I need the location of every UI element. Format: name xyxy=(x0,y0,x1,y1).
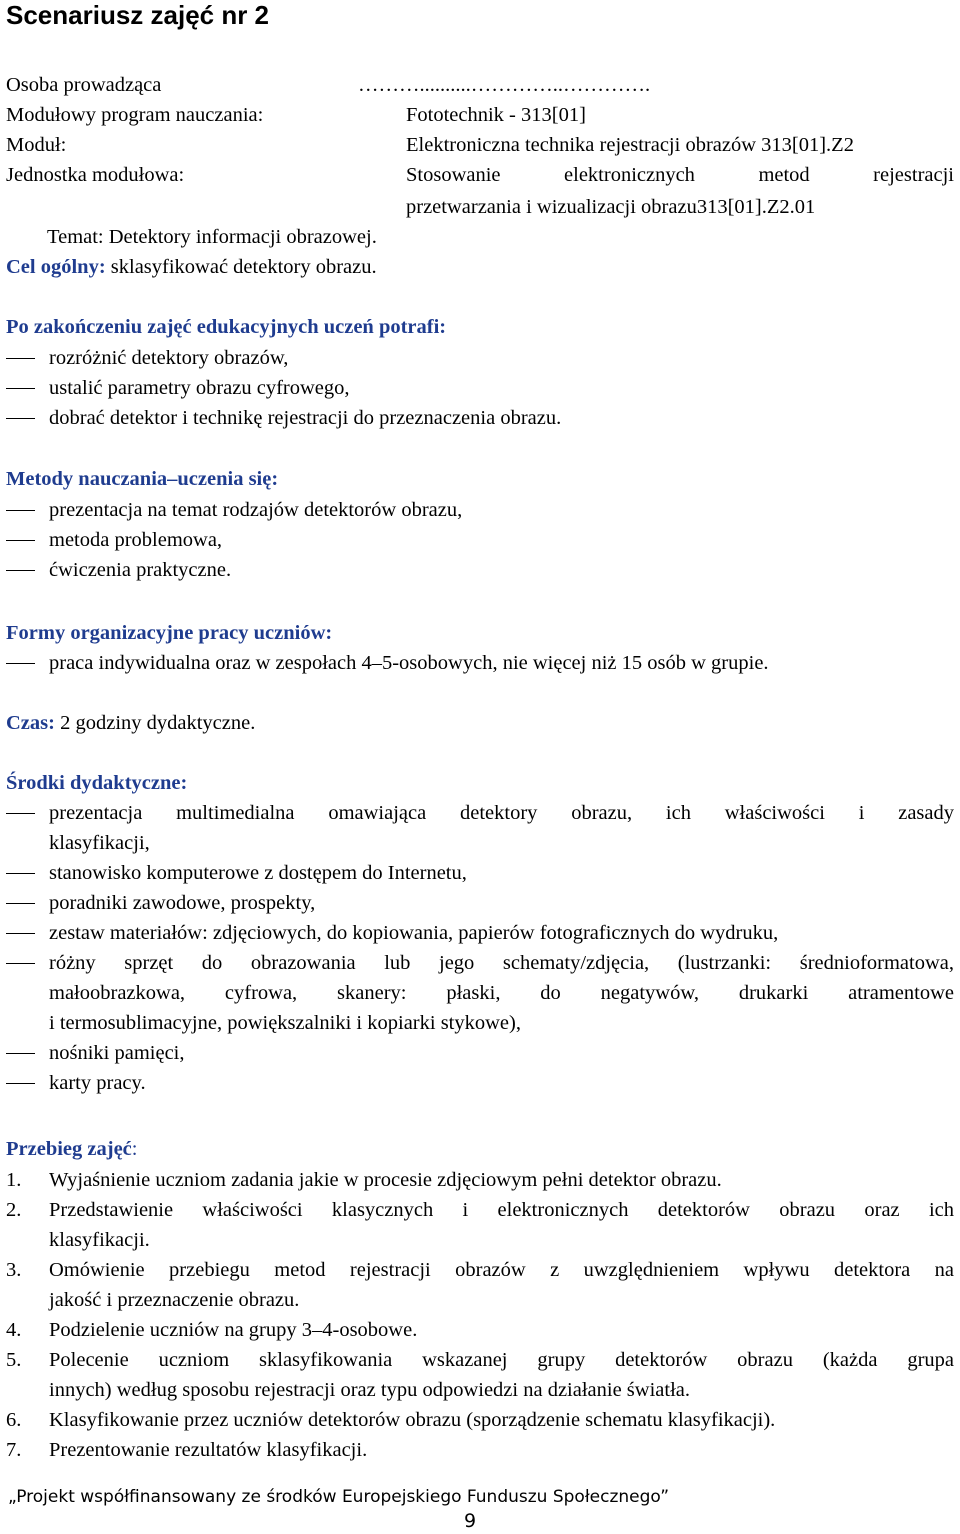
resources-heading: Środki dydaktyczne: xyxy=(6,772,188,794)
procedure-heading-colon: : xyxy=(131,1138,138,1160)
step-number: 5. xyxy=(6,1349,22,1371)
footer-project-note: „Projekt współfinansowany ze środków Europejskiego Funduszu Społecznego” xyxy=(8,1487,670,1507)
list-item: rozróżnić detektory obrazów, xyxy=(6,343,954,373)
step-text: Klasyfikowanie przez uczniów detektorów obrazu (sporządzenie schematu klasyfikacji). xyxy=(49,1409,776,1431)
list-item: nośniki pamięci, xyxy=(6,1038,954,1068)
resource-1-line1: prezentacja multimedialna omawiająca detektory obrazu, ich właściwości i zasady xyxy=(49,802,954,824)
modul-label: Moduł: xyxy=(6,134,67,156)
step-number: 3. xyxy=(6,1259,22,1281)
page-number: 9 xyxy=(464,1510,477,1532)
list-item xyxy=(6,1195,954,1255)
procedure-heading xyxy=(6,1134,137,1164)
step-number: 6. xyxy=(6,1409,22,1431)
list-item xyxy=(6,1165,954,1195)
forms-list xyxy=(6,648,954,678)
list-item xyxy=(6,1405,954,1435)
jednostka-label: Jednostka modułowa: xyxy=(6,164,185,186)
jednostka-value-line2: przetwarzania i wizualizacji obrazu313[01].Z2.01 xyxy=(406,196,816,218)
outcomes-heading: Po zakończeniu zajęć edukacyjnych uczeń potrafi: xyxy=(6,316,447,338)
list-item xyxy=(6,1345,954,1405)
resource-1-line2: klasyfikacji, xyxy=(49,832,150,854)
resource-5-line3: i termosublimacyjne, powiększalniki i kopiarki stykowe), xyxy=(49,1012,521,1034)
list-item: prezentacja na temat rodzajów detektorów obrazu, xyxy=(6,495,954,525)
list-item xyxy=(6,948,954,1038)
step-text: Podzielenie uczniów na grupy 3–4-osobowe. xyxy=(49,1319,418,1341)
resource-5-line1: różny sprzęt do obrazowania lub jego schematy/zdjęcia, (lustrzanki: średnioformatowa, xyxy=(49,952,954,974)
list-item: karty pracy. xyxy=(6,1068,954,1098)
step-text: Omówienie przebiegu metod rejestracji obrazów z uwzględnieniem wpływu detektora na xyxy=(49,1259,954,1281)
cel-line xyxy=(6,252,377,282)
modul-value: Elektroniczna technika rejestracji obrazów 313[01].Z2 xyxy=(406,134,854,156)
step-text: Prezentowanie rezultatów klasyfikacji. xyxy=(49,1439,368,1461)
program-label: Modułowy program nauczania: xyxy=(6,104,264,126)
methods-heading: Metody nauczania–uczenia się: xyxy=(6,468,279,490)
list-item: zestaw materiałów: zdjęciowych, do kopiowania, papierów fotograficznych do wydruku, xyxy=(6,918,954,948)
list-item xyxy=(6,1315,954,1345)
list-item xyxy=(6,798,954,858)
osoba-label: Osoba prowadząca xyxy=(6,74,162,96)
list-item: stanowisko komputerowe z dostępem do Internetu, xyxy=(6,858,954,888)
jednostka-value-line1: Stosowanie elektronicznych metod rejestracji xyxy=(406,164,954,186)
forms-heading: Formy organizacyjne pracy uczniów: xyxy=(6,622,333,644)
time-value: 2 godziny dydaktyczne. xyxy=(60,712,256,734)
list-item: ustalić parametry obrazu cyfrowego, xyxy=(6,373,954,403)
step-text: Przedstawienie właściwości klasycznych i elektronicznych detektorów obrazu oraz ich xyxy=(49,1199,954,1221)
time-label: Czas: xyxy=(6,712,55,734)
list-item: poradniki zawodowe, prospekty, xyxy=(6,888,954,918)
step-number: 2. xyxy=(6,1199,22,1221)
list-item: ćwiczenia praktyczne. xyxy=(6,555,954,585)
step-number: 7. xyxy=(6,1439,22,1461)
step-text-cont: innych) według sposobu rejestracji oraz typu odpowiedzi na działanie światła. xyxy=(49,1379,690,1401)
list-item xyxy=(6,1435,954,1465)
resource-5-line2: małoobrazkowa, cyfrowa, skanery: płaski, do negatywów, drukarki atramentowe xyxy=(49,982,954,1004)
step-text: Polecenie uczniom sklasyfikowania wskazanej grupy detektorów obrazu (każda grupa xyxy=(49,1349,954,1371)
outcomes-list xyxy=(6,343,954,433)
list-item: praca indywidualna oraz w zespołach 4–5-osobowych, nie więcej niż 15 osób w grupie. xyxy=(6,648,954,678)
list-item: dobrać detektor i technikę rejestracji do przeznaczenia obrazu. xyxy=(6,403,954,433)
osoba-value: ………..........…………..…………. xyxy=(358,74,651,96)
list-item xyxy=(6,1255,954,1315)
cel-value: sklasyfikować detektory obrazu. xyxy=(110,256,377,278)
procedure-list xyxy=(6,1165,954,1465)
program-value: Fototechnik - 313[01] xyxy=(406,104,586,126)
time-line xyxy=(6,708,255,738)
list-item: metoda problemowa, xyxy=(6,525,954,555)
step-number: 1. xyxy=(6,1169,22,1191)
procedure-heading-text: Przebieg zajęć xyxy=(6,1138,132,1160)
temat-line: Temat: Detektory informacji obrazowej. xyxy=(47,226,377,248)
page-title: Scenariusz zajęć nr 2 xyxy=(6,0,270,30)
cel-label: Cel ogólny: xyxy=(6,256,106,278)
step-number: 4. xyxy=(6,1319,22,1341)
resources-list xyxy=(6,798,954,1098)
step-text-cont: jakość i przeznaczenie obrazu. xyxy=(49,1289,300,1311)
step-text-cont: klasyfikacji. xyxy=(49,1229,150,1251)
step-text: Wyjaśnienie uczniom zadania jakie w procesie zdjęciowym pełni detektor obrazu. xyxy=(49,1169,722,1191)
methods-list xyxy=(6,495,954,585)
